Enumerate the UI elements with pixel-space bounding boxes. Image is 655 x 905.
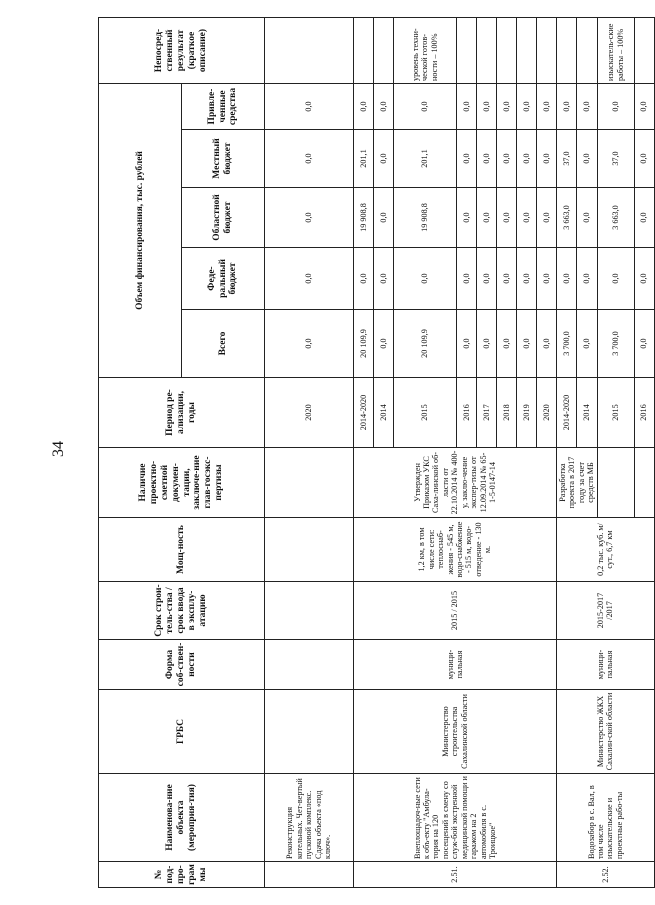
cell-regional: 0,0 [265,188,354,248]
cell-local: 0,0 [374,130,394,188]
financing-table [98,17,655,888]
cell-total: 0,0 [634,310,654,378]
cell-power: 1,2 км, в том числе сети: теплоснаб-жения - 545 м, водо-снабжение - 515 м, водо-отведение - 130 м. [354,518,557,582]
cell-form: муници-пальная [354,640,557,690]
header-finance: Объем финансирования, тыс. рублей [99,84,182,378]
cell-attracted: 0,0 [634,84,654,130]
cell-regional: 0,0 [537,188,557,248]
header-num: № под-про-грам мы [99,862,265,888]
cell-period: 2015 [597,378,634,448]
cell-result [537,18,557,84]
cell-docs [634,448,654,518]
cell-result [457,18,477,84]
cell-total: 0,0 [265,310,354,378]
cell-federal: 0,0 [477,248,497,310]
header-total: Всего [182,310,265,378]
cell-total: 20 109,9 [394,310,457,378]
cell-form: муници-пальная [557,640,655,690]
cell-name: Реконструкция котельных. Чет-вертый пусковой комплекс. Сдача объекта «под ключ». [265,774,354,862]
cell-total: 0,0 [497,310,517,378]
table-row [557,18,577,888]
cell-regional: 19 908,8 [354,188,374,248]
cell-period: 2017 [477,378,497,448]
cell-federal: 0,0 [634,248,654,310]
cell-result [374,18,394,84]
cell-total: 0,0 [537,310,557,378]
cell-local: 201,1 [354,130,374,188]
cell-result [354,18,374,84]
cell-grbs: Министерство ЖКХ Сахалин-ской области [557,690,655,774]
cell-term: 2015-2017 /2017 [557,582,655,640]
header-form: Форма соб-ствен-ности [99,640,265,690]
cell-result [265,18,354,84]
cell-term [265,582,354,640]
cell-local: 0,0 [537,130,557,188]
cell-attracted: 0,0 [577,84,597,130]
cell-total: 0,0 [577,310,597,378]
header-term: Срок строи-тель-ства / срок ввода в эксплу-атацию [99,582,265,640]
cell-period: 2014-2020 [557,378,577,448]
table-body [265,18,655,888]
cell-federal: 0,0 [557,248,577,310]
cell-attracted: 0,0 [354,84,374,130]
header-grbs: ГРБС [99,690,265,774]
cell-result [497,18,517,84]
cell-total: 0,0 [457,310,477,378]
cell-federal: 0,0 [457,248,477,310]
cell-period: 2018 [497,378,517,448]
cell-federal: 0,0 [497,248,517,310]
table-row [265,18,354,888]
header-row-1 [99,18,182,888]
cell-total: 0,0 [477,310,497,378]
cell-form [265,640,354,690]
cell-attracted: 0,0 [497,84,517,130]
cell-attracted: 0,0 [477,84,497,130]
cell-federal: 0,0 [577,248,597,310]
cell-local: 0,0 [457,130,477,188]
cell-power [265,518,354,582]
cell-federal: 0,0 [354,248,374,310]
cell-power: 0,2 тыс. куб. м/сут., 6,7 км [557,518,655,582]
cell-regional: 0,0 [634,188,654,248]
cell-regional: 0,0 [374,188,394,248]
cell-total: 20 109,9 [354,310,374,378]
cell-num: 2.52. [557,862,655,888]
cell-federal: 0,0 [265,248,354,310]
cell-docs: Утвержден Приказом УКС Саха-линской об-ласти от 22.10.2014 № 400-у, заклю-чение экспер-тизы от 12.09.2014 № 65-1-5-0147-14 [354,448,557,518]
cell-federal: 0,0 [517,248,537,310]
cell-result: уровень техни-ческой готов-ности – 100% [394,18,457,84]
cell-regional: 0,0 [577,188,597,248]
cell-num: 2.51. [354,862,557,888]
page-number: 34 [50,441,67,457]
cell-federal: 0,0 [374,248,394,310]
cell-docs [265,448,354,518]
cell-period: 2014 [577,378,597,448]
cell-local: 37,0 [597,130,634,188]
cell-regional: 0,0 [517,188,537,248]
cell-regional: 19 908,8 [394,188,457,248]
cell-period: 2020 [265,378,354,448]
cell-local: 0,0 [634,130,654,188]
cell-local: 0,0 [517,130,537,188]
cell-federal: 0,0 [394,248,457,310]
cell-name: Водозабор в с. Вал, в том числе изыскательские и проектные рабо-ты [557,774,655,862]
cell-attracted: 0,0 [457,84,477,130]
cell-federal: 0,0 [537,248,557,310]
cell-attracted: 0,0 [517,84,537,130]
cell-attracted: 0,0 [557,84,577,130]
cell-name: Внеплощадоч-ные сети к объ-екту "Амбула-тория на 120 посещений в смену со служ-бой экстренной медицинской помощи и гаражом на 2 автомобиля в с. Троицкое" [354,774,557,862]
cell-period: 2016 [634,378,654,448]
header-result: Непосред-ственный результат (краткое описание) [99,18,265,84]
cell-period: 2014-2020 [354,378,374,448]
cell-term: 2015 / 2015 [354,582,557,640]
cell-local: 0,0 [497,130,517,188]
cell-result [477,18,497,84]
cell-regional: 0,0 [477,188,497,248]
cell-regional: 0,0 [457,188,477,248]
cell-grbs: Министерство строительства Сахалинской области [354,690,557,774]
cell-result: изыскатель-ские работы – 100% [597,18,634,84]
header-local: Местный бюджет [182,130,265,188]
cell-total: 3 700,0 [597,310,634,378]
cell-local: 201,1 [394,130,457,188]
cell-attracted: 0,0 [537,84,557,130]
cell-result [577,18,597,84]
cell-attracted: 0,0 [394,84,457,130]
cell-result [517,18,537,84]
cell-docs [597,448,634,518]
cell-federal: 0,0 [597,248,634,310]
cell-local: 0,0 [265,130,354,188]
cell-attracted: 0,0 [597,84,634,130]
cell-local: 37,0 [557,130,577,188]
cell-num [265,862,354,888]
header-power: Мощ-ность [99,518,265,582]
cell-docs: Разработка проекта в 2017 году за счет средств МБ [557,448,598,518]
header-period: Период ре-ализации, годы [99,378,265,448]
cell-period: 2014 [374,378,394,448]
cell-period: 2016 [457,378,477,448]
cell-attracted: 0,0 [374,84,394,130]
cell-regional: 0,0 [497,188,517,248]
cell-result [557,18,577,84]
cell-total: 0,0 [517,310,537,378]
header-docs: Наличие проектно-сметной докумен-тации, заключе-ние глав-госэкс-пертизы [99,448,265,518]
header-attracted: Привле-ченные средства [182,84,265,130]
cell-regional: 3 663,0 [597,188,634,248]
cell-period: 2015 [394,378,457,448]
header-name: Наименова-ние объекта (мероприя-тия) [99,774,265,862]
header-federal: Феде-ральный бюджет [182,248,265,310]
cell-total: 0,0 [374,310,394,378]
cell-grbs [265,690,354,774]
cell-total: 3 700,0 [557,310,577,378]
cell-attracted: 0,0 [265,84,354,130]
cell-local: 0,0 [577,130,597,188]
rotated-table-container [98,18,649,888]
cell-regional: 3 663,0 [557,188,577,248]
header-regional: Областной бюджет [182,188,265,248]
cell-period: 2020 [537,378,557,448]
cell-local: 0,0 [477,130,497,188]
table-row [354,18,374,888]
cell-result [634,18,654,84]
cell-period: 2019 [517,378,537,448]
